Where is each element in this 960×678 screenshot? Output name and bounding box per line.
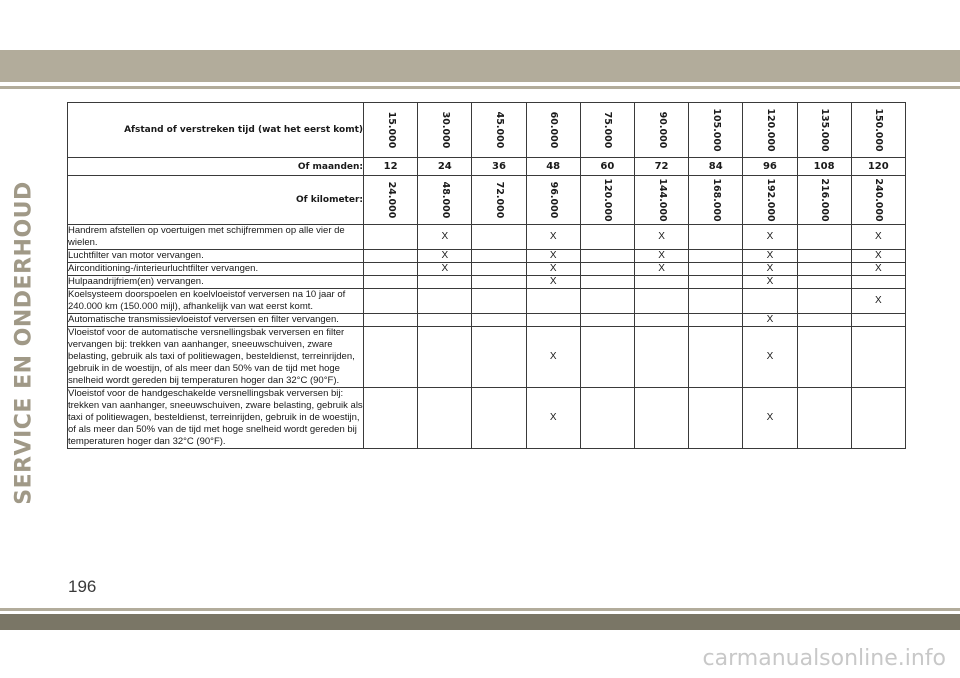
service-mark — [472, 276, 526, 289]
miles-header-cell — [797, 103, 851, 158]
service-mark — [634, 289, 688, 314]
miles-value: 90.000 — [656, 111, 668, 149]
months-value: 12 — [364, 158, 418, 176]
service-mark — [472, 289, 526, 314]
service-mark: X — [743, 276, 797, 289]
service-mark — [580, 250, 634, 263]
service-mark — [472, 250, 526, 263]
miles-value: 45.000 — [493, 111, 505, 149]
service-item: Luchtfilter van motor vervangen. — [68, 250, 364, 263]
service-mark — [851, 388, 905, 449]
service-mark — [580, 388, 634, 449]
service-mark — [689, 250, 743, 263]
service-mark — [797, 289, 851, 314]
months-value: 84 — [689, 158, 743, 176]
miles-value: 120.000 — [764, 108, 776, 152]
maintenance-schedule-table — [67, 102, 906, 449]
service-mark — [851, 314, 905, 327]
months-value: 72 — [634, 158, 688, 176]
service-mark — [634, 327, 688, 388]
miles-header-cell — [580, 103, 634, 158]
service-mark: X — [743, 225, 797, 250]
service-mark — [689, 327, 743, 388]
miles-header-cell — [689, 103, 743, 158]
miles-header-cell — [743, 103, 797, 158]
service-mark — [364, 289, 418, 314]
service-mark — [418, 276, 472, 289]
service-item: Vloeistof voor de handgeschakelde versnellingsbak verversen bij: trekken van aanhanger, sneeuwschuiven, zware belasting, gebruik als taxi of politiewagen, besteldienst, terreinrijden, gebruik in de woestijn, of als meer dan 50% van de tijd met hoge snelheid wordt gereden bij temperaturen hoger dan 32°C (90°F). — [68, 388, 363, 447]
km-value: 192.000 — [764, 178, 776, 222]
service-item: Airconditioning-/interieurluchtfilter vervangen. — [68, 263, 364, 276]
service-mark: X — [851, 250, 905, 263]
km-header-cell — [689, 176, 743, 225]
service-mark — [689, 263, 743, 276]
schedule-row — [68, 263, 906, 276]
service-mark — [472, 388, 526, 449]
service-mark — [364, 327, 418, 388]
schedule-row — [68, 276, 906, 289]
service-mark — [472, 225, 526, 250]
miles-header-cell — [418, 103, 472, 158]
km-header-cell — [526, 176, 580, 225]
service-mark: X — [743, 314, 797, 327]
schedule-row — [68, 388, 906, 449]
miles-value: 15.000 — [385, 111, 397, 149]
service-mark — [526, 314, 580, 327]
service-mark — [797, 388, 851, 449]
miles-value: 75.000 — [602, 111, 614, 149]
page-number: 196 — [68, 577, 97, 596]
service-mark — [797, 327, 851, 388]
service-mark: X — [634, 225, 688, 250]
km-header-cell — [472, 176, 526, 225]
service-mark — [472, 263, 526, 276]
miles-header-cell — [364, 103, 418, 158]
service-mark — [580, 327, 634, 388]
km-header-cell — [580, 176, 634, 225]
km-header-cell — [418, 176, 472, 225]
months-value: 60 — [580, 158, 634, 176]
service-mark — [689, 388, 743, 449]
service-mark — [472, 314, 526, 327]
months-value: 120 — [851, 158, 905, 176]
service-mark — [634, 314, 688, 327]
service-mark — [580, 289, 634, 314]
service-mark — [689, 276, 743, 289]
km-value: 96.000 — [548, 181, 560, 219]
top-rule — [0, 86, 960, 89]
km-header-row — [68, 176, 906, 225]
service-mark: X — [526, 327, 580, 388]
service-mark — [797, 263, 851, 276]
service-mark — [580, 263, 634, 276]
service-mark — [797, 276, 851, 289]
interval-label: Afstand of verstreken tijd (wat het eerst komt) — [68, 103, 364, 158]
months-value: 36 — [472, 158, 526, 176]
service-mark: X — [526, 263, 580, 276]
service-mark — [634, 276, 688, 289]
service-mark: X — [743, 263, 797, 276]
service-mark — [472, 327, 526, 388]
schedule-body — [68, 225, 906, 449]
schedule-row — [68, 314, 906, 327]
months-label: Of maanden: — [68, 158, 364, 176]
service-mark: X — [526, 250, 580, 263]
service-mark — [580, 276, 634, 289]
km-value: 120.000 — [602, 178, 614, 222]
km-label: Of kilometer: — [68, 176, 364, 225]
bottom-rule — [0, 608, 960, 611]
service-item: Automatische transmissievloeistof verversen en filter vervangen. — [68, 314, 364, 327]
service-mark: X — [418, 263, 472, 276]
months-value: 48 — [526, 158, 580, 176]
miles-header-cell — [526, 103, 580, 158]
service-mark — [689, 289, 743, 314]
miles-header-cell — [472, 103, 526, 158]
service-mark — [851, 327, 905, 388]
service-mark — [364, 314, 418, 327]
service-mark — [580, 225, 634, 250]
service-item: Vloeistof voor de automatische versnellingsbak verversen en filter vervangen bij: trekken van aanhanger, sneeuwschuiven, zware belasting, gebruik als taxi of politiewagen, besteldienst, terreinrijden, gebruik in de woestijn, of als meer dan 50% van de tijd met hoge snelheid wordt gereden bij temperaturen hoger dan 32°C (90°F). — [68, 327, 364, 388]
km-header-cell — [364, 176, 418, 225]
service-mark: X — [743, 250, 797, 263]
months-header-row — [68, 158, 906, 176]
km-value: 144.000 — [656, 178, 668, 222]
service-mark: X — [743, 327, 797, 388]
service-mark: X — [743, 388, 797, 449]
service-item: Handrem afstellen op voertuigen met schijfremmen op alle vier de wielen. — [68, 225, 364, 250]
miles-header-row — [68, 103, 906, 158]
service-mark — [580, 314, 634, 327]
service-mark: X — [526, 388, 580, 449]
miles-header-cell — [634, 103, 688, 158]
miles-value: 30.000 — [439, 111, 451, 149]
service-mark — [797, 225, 851, 250]
service-mark — [364, 276, 418, 289]
top-band — [0, 50, 960, 82]
service-mark: X — [634, 263, 688, 276]
service-mark — [364, 388, 418, 449]
km-value: 240.000 — [873, 178, 885, 222]
service-mark — [418, 327, 472, 388]
km-header-cell — [743, 176, 797, 225]
schedule-row — [68, 289, 906, 314]
km-value: 48.000 — [439, 181, 451, 219]
miles-header-cell — [851, 103, 905, 158]
service-mark: X — [851, 263, 905, 276]
service-item: Koelsysteem doorspoelen en koelvloeistof verversen na 10 jaar of 240.000 km (150.000 mijl), afhankelijk van wat eerst komt. — [68, 289, 364, 314]
service-mark — [418, 388, 472, 449]
service-mark — [526, 289, 580, 314]
service-mark: X — [526, 276, 580, 289]
service-mark — [364, 225, 418, 250]
miles-value: 135.000 — [819, 108, 831, 152]
service-mark: X — [418, 250, 472, 263]
km-header-cell — [634, 176, 688, 225]
km-header-cell — [851, 176, 905, 225]
km-value: 216.000 — [819, 178, 831, 222]
service-mark — [418, 314, 472, 327]
km-value: 72.000 — [493, 181, 505, 219]
months-value: 96 — [743, 158, 797, 176]
service-mark: X — [526, 225, 580, 250]
service-mark: X — [634, 250, 688, 263]
km-value: 24.000 — [385, 181, 397, 219]
service-mark — [364, 250, 418, 263]
bottom-band — [0, 614, 960, 630]
service-mark: X — [418, 225, 472, 250]
service-mark — [851, 276, 905, 289]
service-mark: X — [851, 225, 905, 250]
service-mark — [364, 263, 418, 276]
km-value: 168.000 — [710, 178, 722, 222]
miles-value: 150.000 — [873, 108, 885, 152]
miles-value: 60.000 — [548, 111, 560, 149]
service-mark — [743, 289, 797, 314]
service-mark — [418, 289, 472, 314]
service-mark — [797, 314, 851, 327]
service-mark — [634, 388, 688, 449]
section-title: SERVICE EN ONDERHOUD — [11, 181, 37, 505]
service-mark: X — [851, 289, 905, 314]
schedule-row — [68, 250, 906, 263]
km-header-cell — [797, 176, 851, 225]
schedule-row — [68, 327, 906, 388]
watermark-text: carmanualsonline.info — [702, 646, 946, 671]
miles-value: 105.000 — [710, 108, 722, 152]
months-value: 108 — [797, 158, 851, 176]
service-mark — [689, 314, 743, 327]
schedule-row — [68, 225, 906, 250]
months-value: 24 — [418, 158, 472, 176]
service-mark — [689, 225, 743, 250]
service-mark — [797, 250, 851, 263]
service-item: Hulpaandrijfriem(en) vervangen. — [68, 276, 364, 289]
